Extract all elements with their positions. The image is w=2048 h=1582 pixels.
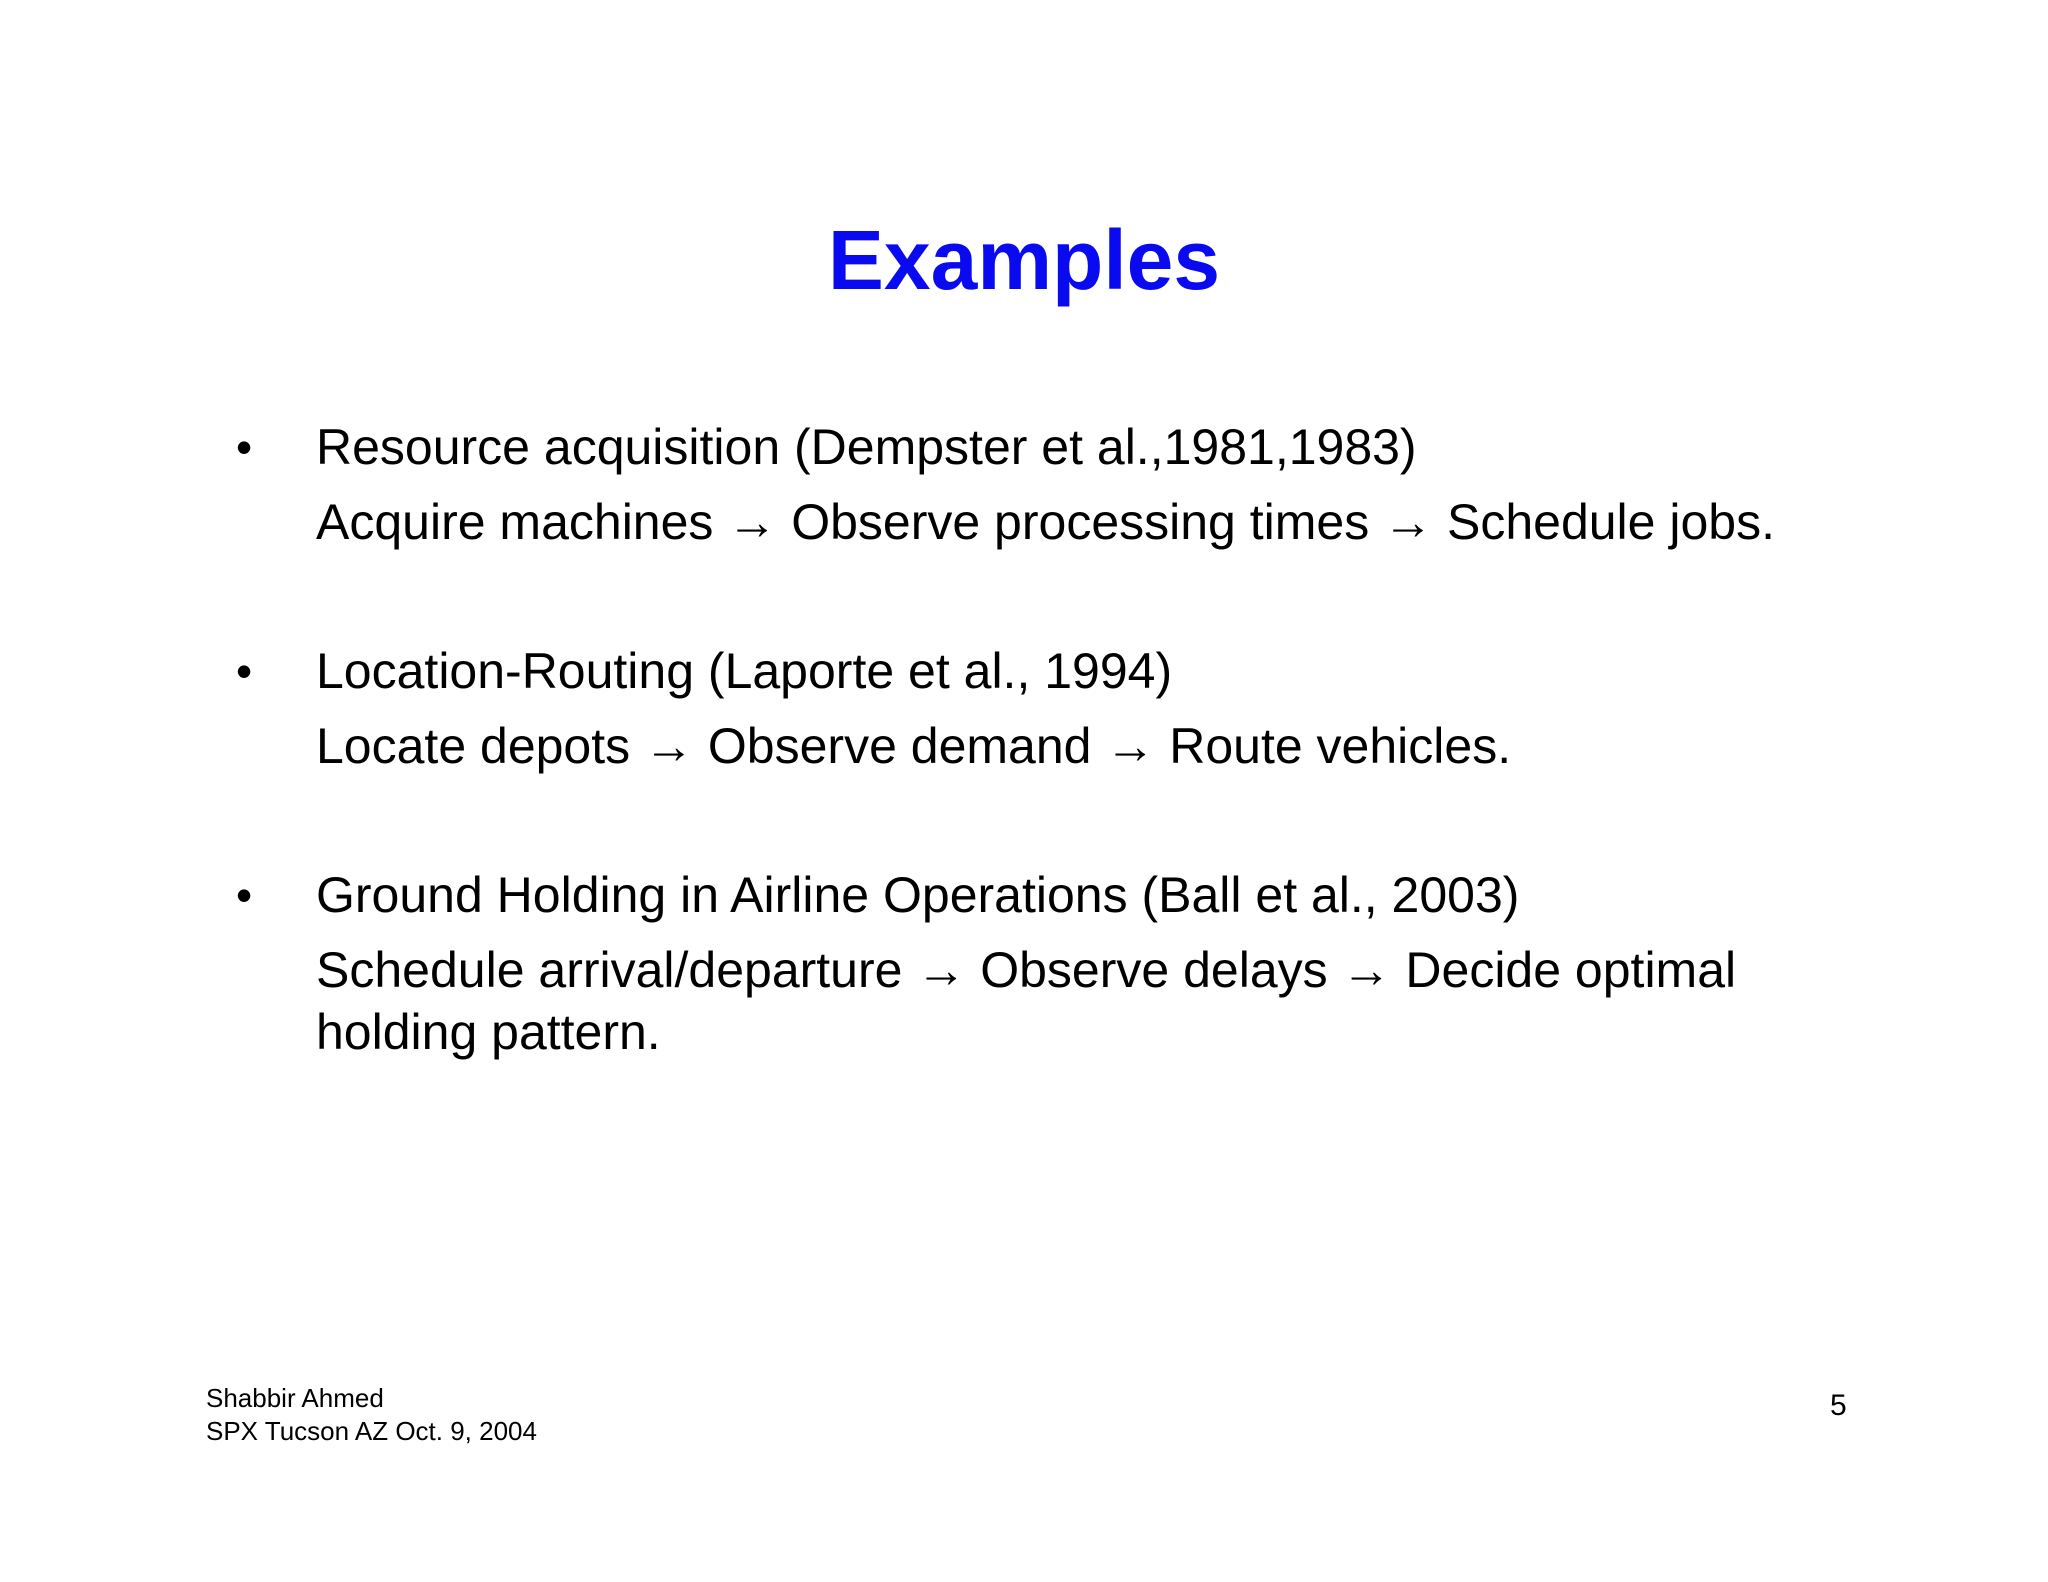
bullet-marker: • bbox=[236, 645, 253, 697]
slide-title: Examples bbox=[827, 213, 1221, 307]
bullet-detail: Acquire machines → Observe processing times → Schedule jobs. bbox=[316, 494, 1775, 550]
bullet-detail: Locate depots → Observe demand → Route vehicles. bbox=[316, 718, 1512, 774]
bullet-heading: Location-Routing (Laporte et al., 1994) bbox=[316, 643, 1173, 699]
bullet-marker: • bbox=[236, 421, 253, 473]
bullet-heading: Ground Holding in Airline Operations (Ball et al., 2003) bbox=[316, 867, 1520, 923]
bullet-marker: • bbox=[236, 869, 253, 921]
footer-event: SPX Tucson AZ Oct. 9, 2004 bbox=[206, 1416, 537, 1446]
bullet-heading: Resource acquisition (Dempster et al.,1981,1983) bbox=[316, 419, 1417, 475]
bullet-detail: Schedule arrival/departure → Observe delays → Decide optimal holding pattern. bbox=[316, 942, 1737, 1060]
footer-author: Shabbir Ahmed bbox=[206, 1383, 384, 1413]
footer-credits bbox=[206, 1382, 537, 1448]
page-number: 5 bbox=[1830, 1389, 1847, 1422]
